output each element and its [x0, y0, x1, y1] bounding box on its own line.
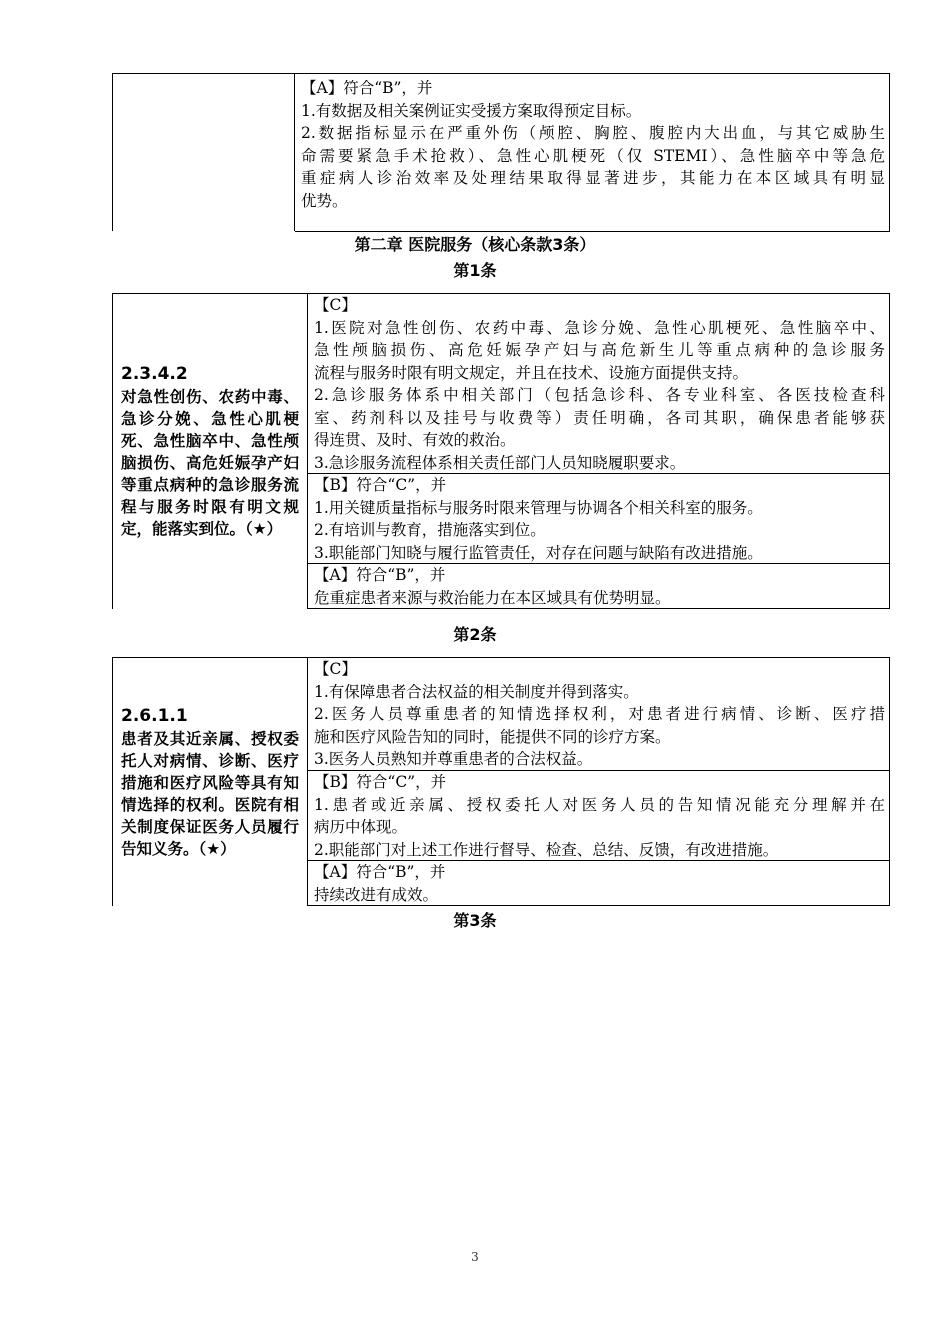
item-1-b-line-2: 3.职能部门知晓与履行监管责任，对存在问题与缺陷有改进措施。: [314, 543, 763, 562]
item-1-c-line-0: 1.医院对急性创伤、农药中毒、急诊分娩、急性心肌梗死、急性脑卒中、: [314, 318, 885, 337]
item-2-grade-a: [308, 861, 889, 906]
item-1-heading: 第1条: [453, 261, 497, 280]
item-1-a-title: 【A】符合“B”，并: [314, 566, 446, 584]
item-2-c-line-1: 2.医务人员尊重患者的知情选择权利，对患者进行病情、诊断、医疗措: [314, 705, 885, 723]
item-2-b-line-1: 病历中体现。: [314, 818, 408, 836]
item-2-c-line-2: 施和医疗风险告知的同时，能提供不同的诊疗方案。: [314, 727, 671, 746]
item-2-grade-b: [308, 771, 889, 861]
item-2-b-title: 【B】符合“C”，并: [314, 773, 447, 791]
chapter-title: 第二章 医院服务（核心条款3条）: [354, 235, 596, 254]
item-1-grade-c: [308, 294, 889, 474]
item-2-b-line-0: 1.患者或近亲属、授权委托人对医务人员的告知情况能充分理解并在: [314, 795, 885, 814]
item-1-c-title: 【C】: [314, 296, 357, 314]
item-2-c-title: 【C】: [314, 660, 357, 678]
item-2-c-line-0: 1.有保障患者合法权益的相关制度并得到落实。: [314, 682, 639, 701]
item-2-clause: [121, 705, 299, 860]
item-1-code: 2.3.4.2: [121, 364, 188, 384]
item-2-c-line-3: 3.医务人员熟知并尊重患者的合法权益。: [314, 750, 593, 768]
item-1-desc: 对急性创伤、农药中毒、急诊分娩、急性心肌梗死、急性脑卒中、急性颅脑损伤、高危妊娠孕产妇等重点病种的急诊服务流程与服务时限有明文规定，能落实到位。（★）: [121, 388, 299, 538]
top-continuation-table: [112, 73, 890, 231]
item-1-clause: [121, 363, 299, 540]
top-table-right-cell: [295, 74, 890, 232]
item-3-heading: 第3条: [453, 911, 497, 930]
top-line-4: 重症病人诊治效率及处理结果取得显著进步，其能力在本区域具有明显: [301, 169, 885, 187]
item-1-b-line-0: 1.用关键质量指标与服务时限来管理与协调各个相关科室的服务。: [314, 498, 763, 517]
item-1-clause-cell: [112, 294, 308, 609]
item-2-clause-cell: [112, 658, 308, 906]
item-1-a-line-0: 危重症患者来源与救治能力在本区域具有优势明显。: [314, 588, 671, 607]
item-2-table: [112, 657, 890, 906]
item-2-criteria-cell: [308, 658, 890, 906]
top-line-1: 1.有数据及相关案例证实受援方案取得预定目标。: [301, 101, 642, 120]
item-2-code: 2.6.1.1: [121, 705, 188, 726]
item-1-b-line-1: 2.有培训与教育，措施落实到位。: [314, 521, 546, 539]
item-2-a-title: 【A】符合“B”，并: [314, 863, 446, 881]
item-1-c-line-5: 得连贯、及时、有效的救治。: [314, 431, 516, 449]
item-1-grade-a: [308, 564, 889, 609]
top-table-criteria-block: [295, 74, 889, 212]
item-1-c-line-1: 急性颅脑损伤、高危妊娠孕产妇与高危新生儿等重点病种的急诊服务: [314, 341, 885, 359]
item-1-criteria-cell: [308, 294, 890, 609]
item-2-a-line-0: 持续改进有成效。: [314, 885, 439, 904]
item-1-b-title: 【B】符合“C”，并: [314, 476, 447, 494]
page-number: 3: [471, 1250, 479, 1264]
item-2-b-line-2: 2.职能部门对上述工作进行督导、检查、总结、反馈，有改进措施。: [314, 840, 779, 859]
item-2-grade-c: [308, 658, 889, 771]
item-1-table: [112, 293, 890, 609]
item-1-c-line-4: 室、药剂科以及挂号与收费等）责任明确，各司其职，确保患者能够获: [314, 408, 885, 427]
top-table-left-cell: [112, 74, 295, 231]
item-2-heading: 第2条: [453, 625, 497, 644]
item-1-c-line-6: 3.急诊服务流程体系相关责任部门人员知晓履职要求。: [314, 453, 686, 472]
top-line-3: 命需要紧急手术抢救）、急性心肌梗死（仅 STEMI）、急性脑卒中等急危: [301, 146, 885, 165]
item-1-c-line-3: 2.急诊服务体系中相关部门（包括急诊科、各专业科室、各医技检查科: [314, 386, 885, 404]
item-1-grade-b: [308, 474, 889, 564]
top-line-2: 2.数据指标显示在严重外伤（颅腔、胸腔、腹腔内大出血，与其它威胁生: [301, 124, 885, 142]
item-2-desc: 患者及其近亲属、授权委托人对病情、诊断、医疗措施和医疗风险等具有知情选择的权利。医院有相关制度保证医务人员履行告知义务。（★）: [121, 729, 299, 858]
item-1-c-line-2: 流程与服务时限有明文规定，并且在技术、设施方面提供支持。: [314, 363, 749, 382]
top-line-0: 【A】符合“B”，并: [301, 79, 433, 97]
top-line-5: 优势。: [301, 191, 348, 210]
